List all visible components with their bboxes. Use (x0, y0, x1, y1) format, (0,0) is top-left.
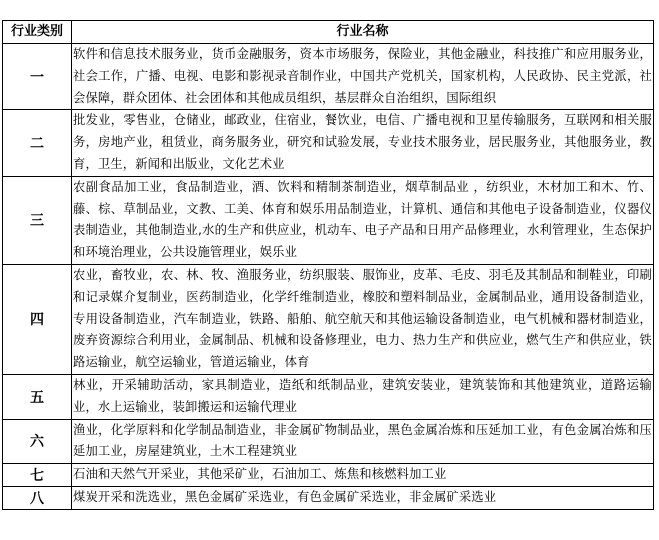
industries-cell: 林业，开采辅助活动，家具制造业，造纸和纸制品业，建筑安装业，建筑装饰和其他建筑业，道路运输业，水上运输业，装卸搬运和运输代理业 (72, 374, 654, 419)
name-column-header: 行业名称 (72, 21, 654, 44)
category-cell: 六 (3, 419, 72, 464)
table-row (3, 374, 654, 419)
industries-cell: 批发业，零售业，仓储业，邮政业，住宿业，餐饮业，电信、广播电视和卫星传输服务，互联网和相关服务，房地产业，租赁业，商务服务业，研究和试验发展，专业技术服务业，居民服务业，其他服务业，教育，卫生，新闻和出版业，文化艺术业 (72, 110, 654, 176)
industries-cell: 软件和信息技术服务业，货币金融服务，资本市场服务，保险业，其他金融业，科技推广和应用服务业，社会工作，广播、电视、电影和影视录音制作业，中国共产党机关，国家机构，人民政协、民主党派，社会保障，群众团体、社会团体和其他成员组织，基层群众自治组织，国际组织 (72, 44, 654, 110)
category-cell: 三 (3, 176, 72, 264)
category-cell: 七 (3, 464, 72, 487)
industries-cell: 石油和天然气开采业，其他采矿业，石油加工、炼焦和核燃料加工业 (72, 464, 654, 487)
category-cell: 四 (3, 264, 72, 374)
industries-cell: 农副食品加工业，食品制造业，酒、饮料和精制茶制造业，烟草制品业 ，纺织业，木材加工和木、竹、藤、棕、草制品业，文教、工美、体育和娱乐用品制造业，计算机、通信和其他电子设备制造业，仪器仪表制造业，其他制造业,水的生产和供应业，机动车、电子产品和日用产品修理业，水利管理业，生态保护和环境治理业，公共设施管理业，娱乐业 (72, 176, 654, 264)
category-cell: 一 (3, 44, 72, 110)
category-cell: 八 (3, 486, 72, 509)
category-cell: 五 (3, 374, 72, 419)
category-cell: 二 (3, 110, 72, 176)
table-row (3, 419, 654, 464)
table-header-row (3, 21, 654, 44)
industries-cell: 煤炭开采和洗选业，黑色金属矿采选业，有色金属矿采选业，非金属矿采选业 (72, 486, 654, 509)
table-row (3, 176, 654, 264)
table-row (3, 110, 654, 176)
industry-classification-table (2, 20, 654, 510)
table-row (3, 486, 654, 509)
table-row (3, 464, 654, 487)
category-column-header: 行业类别 (3, 21, 72, 44)
industries-cell: 农业，畜牧业，农、林、牧、渔服务业，纺织服装、服饰业，皮革、毛皮、羽毛及其制品和制鞋业，印刷和记录媒介复制业，医药制造业，化学纤维制造业，橡胶和塑料制品业，金属制品业，通用设备制造业，专用设备制造业，汽车制造业，铁路、船舶、航空航天和其他运输设备制造业，电气机械和器材制造业，废弃资源综合利用业，金属制品、机械和设备修理业，电力、热力生产和供应业，燃气生产和供应业，铁路运输业，航空运输业，管道运输业，体育 (72, 264, 654, 374)
table-row (3, 44, 654, 110)
industries-cell: 渔业，化学原料和化学制品制造业，非金属矿物制品业，黑色金属冶炼和压延加工业，有色金属冶炼和压延加工业，房屋建筑业，土木工程建筑业 (72, 419, 654, 464)
table-row (3, 264, 654, 374)
